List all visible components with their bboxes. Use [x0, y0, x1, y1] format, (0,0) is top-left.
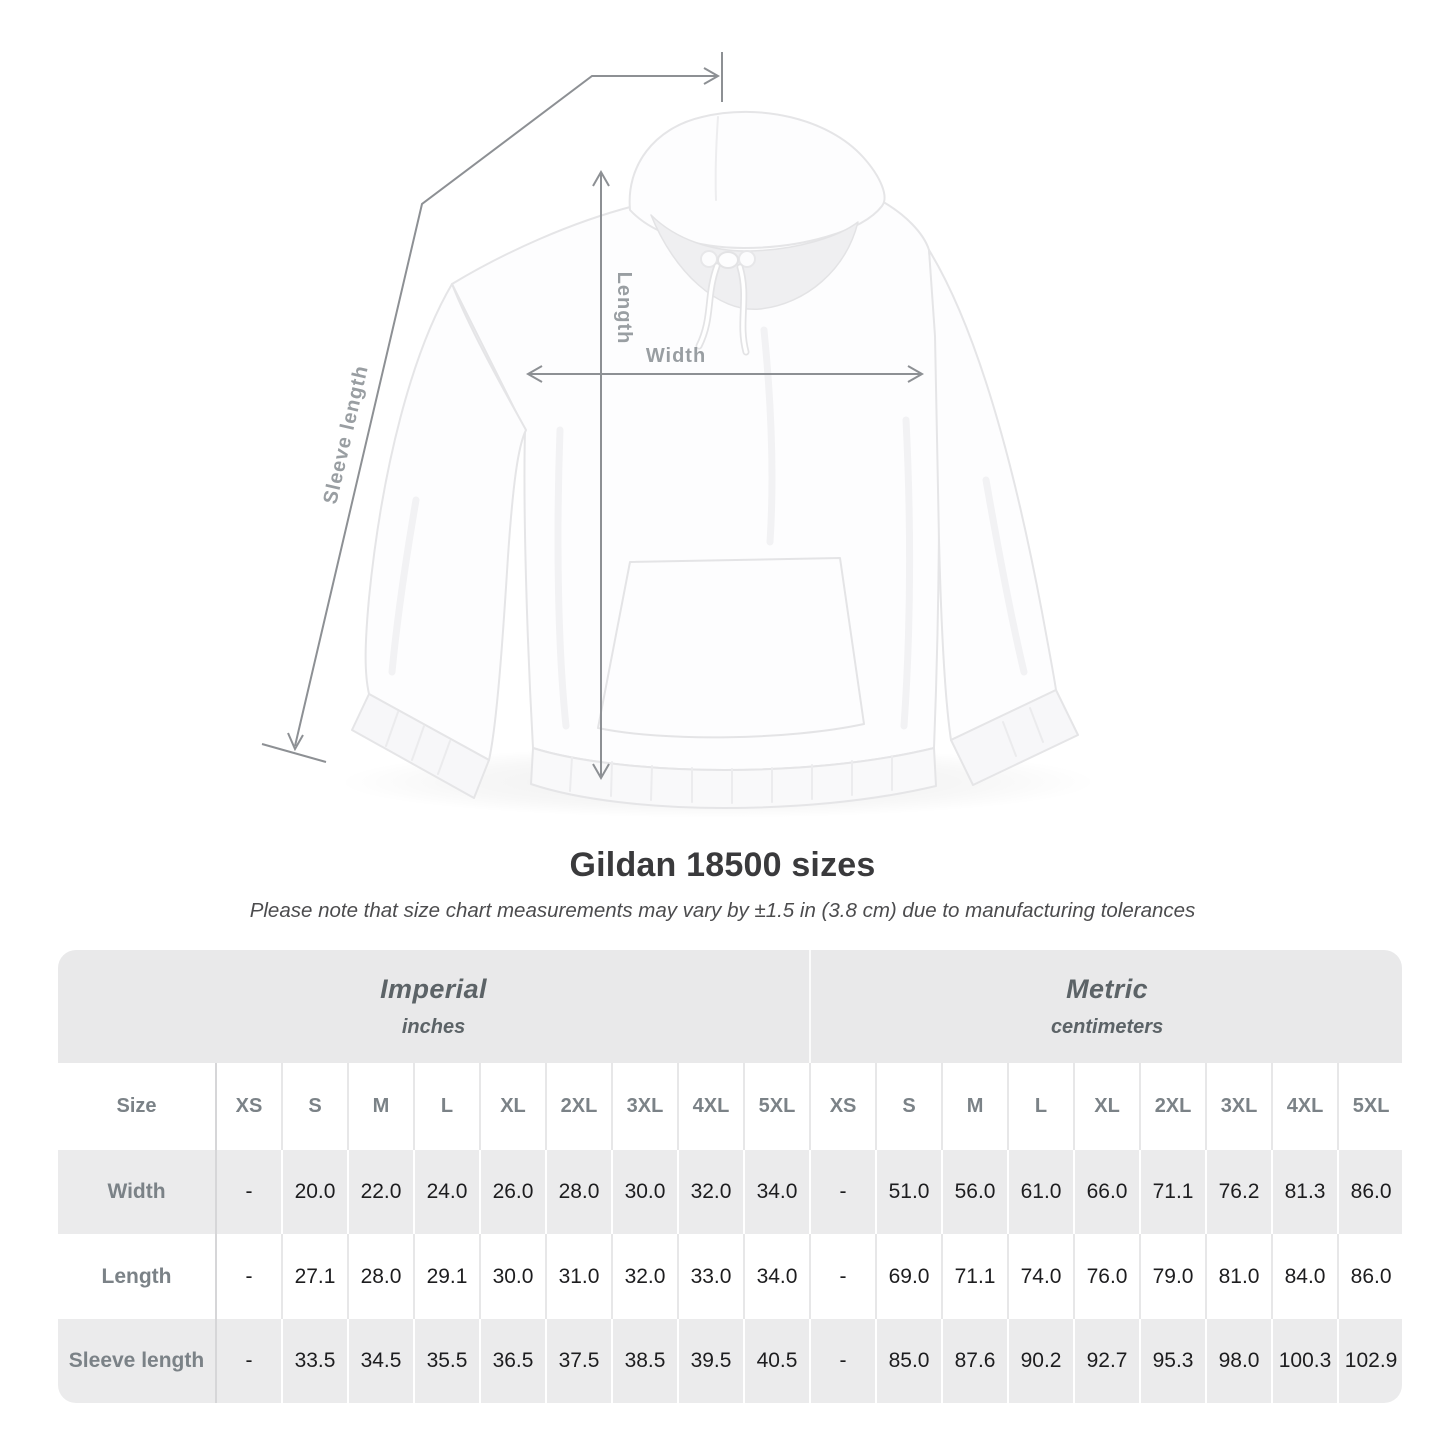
size-column-header-imperial-5xl: 5XL — [743, 1063, 809, 1150]
width-metric-xl: 66.0 — [1073, 1150, 1139, 1234]
width-imperial-m: 22.0 — [347, 1150, 413, 1234]
width-metric-2xl: 71.1 — [1139, 1150, 1205, 1234]
sleeve-imperial-m: 34.5 — [347, 1319, 413, 1403]
width-metric-3xl: 76.2 — [1205, 1150, 1271, 1234]
sleeve-metric-5xl: 102.9 — [1337, 1319, 1402, 1403]
size-column-header-imperial-3xl: 3XL — [611, 1063, 677, 1150]
sleeve-metric-xs: - — [809, 1319, 875, 1403]
sleeve-metric-l: 90.2 — [1007, 1319, 1073, 1403]
size-column-header-imperial-xs: XS — [215, 1063, 281, 1150]
width-row-label: Width — [58, 1150, 215, 1234]
length-row-label: Length — [58, 1234, 215, 1319]
size-column-header-imperial-l: L — [413, 1063, 479, 1150]
size-header-row — [58, 1063, 1402, 1150]
hoodie-illustration — [352, 112, 1078, 808]
size-column-header-imperial-s: S — [281, 1063, 347, 1150]
imperial-unit-title: Imperial — [380, 974, 487, 1004]
length-imperial-xl: 30.0 — [479, 1234, 545, 1319]
sleeve-imperial-2xl: 37.5 — [545, 1319, 611, 1403]
length-metric-s: 69.0 — [875, 1234, 941, 1319]
metric-unit-header — [809, 950, 1402, 1063]
sleeve-length-row — [58, 1319, 1402, 1403]
size-column-header-imperial-4xl: 4XL — [677, 1063, 743, 1150]
sleeve-imperial-s: 33.5 — [281, 1319, 347, 1403]
width-imperial-3xl: 30.0 — [611, 1150, 677, 1234]
sleeve-metric-s: 85.0 — [875, 1319, 941, 1403]
width-imperial-s: 20.0 — [281, 1150, 347, 1234]
length-imperial-5xl: 34.0 — [743, 1234, 809, 1319]
width-row — [58, 1150, 1402, 1234]
length-metric-l: 74.0 — [1007, 1234, 1073, 1319]
width-metric-m: 56.0 — [941, 1150, 1007, 1234]
length-metric-m: 71.1 — [941, 1234, 1007, 1319]
sleeve-metric-2xl: 95.3 — [1139, 1319, 1205, 1403]
width-imperial-l: 24.0 — [413, 1150, 479, 1234]
width-metric-5xl: 86.0 — [1337, 1150, 1402, 1234]
size-column-header-metric-4xl: 4XL — [1271, 1063, 1337, 1150]
width-label: Width — [645, 345, 707, 367]
length-imperial-s: 27.1 — [281, 1234, 347, 1319]
size-table-container — [58, 950, 1402, 1403]
length-metric-2xl: 79.0 — [1139, 1234, 1205, 1319]
sleeve-metric-3xl: 98.0 — [1205, 1319, 1271, 1403]
width-imperial-5xl: 34.0 — [743, 1150, 809, 1234]
sleeve-length-label: Sleeve length — [319, 363, 373, 507]
size-column-header-imperial-xl: XL — [479, 1063, 545, 1150]
width-imperial-2xl: 28.0 — [545, 1150, 611, 1234]
width-metric-s: 51.0 — [875, 1150, 941, 1234]
length-imperial-2xl: 31.0 — [545, 1234, 611, 1319]
sleeve-imperial-5xl: 40.5 — [743, 1319, 809, 1403]
metric-unit-title: Metric — [1066, 974, 1149, 1004]
size-column-header-metric-3xl: 3XL — [1205, 1063, 1271, 1150]
size-column-header-metric-2xl: 2XL — [1139, 1063, 1205, 1150]
size-column-header-metric-l: L — [1007, 1063, 1073, 1150]
length-imperial-xs: - — [215, 1234, 281, 1319]
width-metric-4xl: 81.3 — [1271, 1150, 1337, 1234]
size-column-header-metric-xs: XS — [809, 1063, 875, 1150]
width-metric-l: 61.0 — [1007, 1150, 1073, 1234]
heading-block — [0, 846, 1445, 923]
length-row — [58, 1234, 1402, 1319]
length-imperial-l: 29.1 — [413, 1234, 479, 1319]
length-imperial-3xl: 32.0 — [611, 1234, 677, 1319]
size-column-header-metric-5xl: 5XL — [1337, 1063, 1402, 1150]
sleeve-imperial-4xl: 39.5 — [677, 1319, 743, 1403]
width-imperial-4xl: 32.0 — [677, 1150, 743, 1234]
length-metric-5xl: 86.0 — [1337, 1234, 1402, 1319]
length-metric-3xl: 81.0 — [1205, 1234, 1271, 1319]
sleeve-imperial-xs: - — [215, 1319, 281, 1403]
page-title: Gildan 18500 sizes — [569, 846, 876, 884]
length-metric-4xl: 84.0 — [1271, 1234, 1337, 1319]
sleeve-metric-4xl: 100.3 — [1271, 1319, 1337, 1403]
size-table — [58, 950, 1402, 1403]
metric-unit-sublabel: centimeters — [1050, 1016, 1164, 1038]
sleeve-imperial-xl: 36.5 — [479, 1319, 545, 1403]
width-metric-xs: - — [809, 1150, 875, 1234]
width-imperial-xl: 26.0 — [479, 1150, 545, 1234]
size-column-header-metric-xl: XL — [1073, 1063, 1139, 1150]
unit-header-row — [58, 950, 1402, 1063]
size-column-header-metric-m: M — [941, 1063, 1007, 1150]
length-metric-xs: - — [809, 1234, 875, 1319]
tolerance-note: Please note that size chart measurements may vary by ±1.5 in (3.8 cm) due to manufacturing tolerances — [249, 899, 1196, 922]
length-imperial-m: 28.0 — [347, 1234, 413, 1319]
sleeve-length-row-label: Sleeve length — [58, 1319, 215, 1403]
imperial-unit-header — [58, 950, 809, 1063]
width-imperial-xs: - — [215, 1150, 281, 1234]
size-column-header-metric-s: S — [875, 1063, 941, 1150]
imperial-unit-sublabel: inches — [401, 1016, 466, 1038]
length-metric-xl: 76.0 — [1073, 1234, 1139, 1319]
length-label: Length — [613, 271, 635, 345]
length-imperial-4xl: 33.0 — [677, 1234, 743, 1319]
sleeve-metric-m: 87.6 — [941, 1319, 1007, 1403]
sleeve-imperial-3xl: 38.5 — [611, 1319, 677, 1403]
sleeve-imperial-l: 35.5 — [413, 1319, 479, 1403]
sleeve-metric-xl: 92.7 — [1073, 1319, 1139, 1403]
size-column-header-imperial-m: M — [347, 1063, 413, 1150]
size-column-header-imperial-2xl: 2XL — [545, 1063, 611, 1150]
size-corner-header: Size — [58, 1063, 215, 1150]
